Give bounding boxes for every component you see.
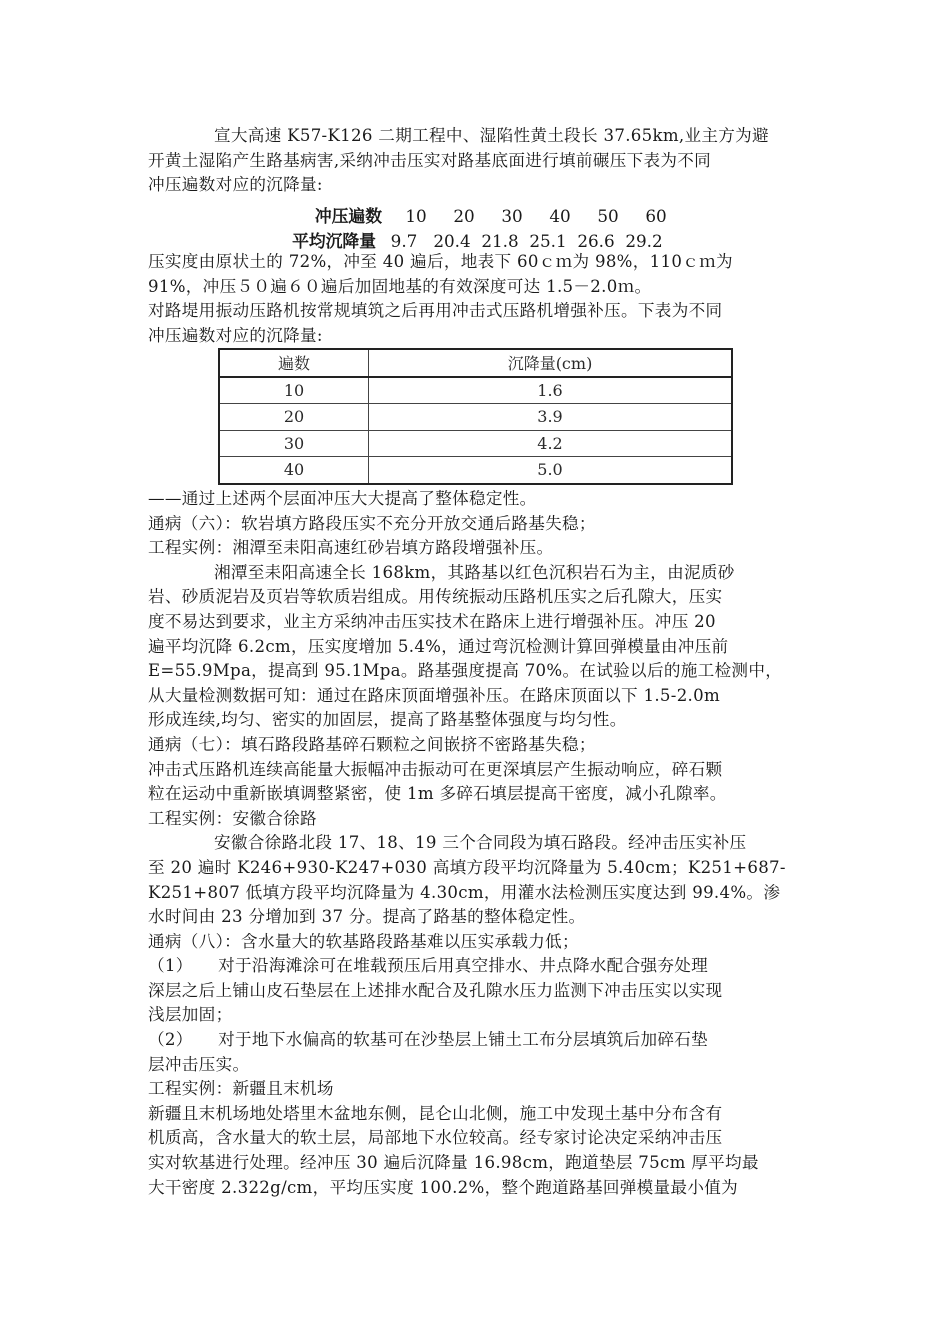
text-line: 工程实例：安徽合徐路 [148, 808, 317, 828]
table-cell: 21.8 [481, 230, 519, 251]
text-line: 岩、砂质泥岩及页岩等软质岩组成。用传统振动压路机压实之后孔隙大，压实 [148, 587, 723, 607]
text-line: 从大量检测数据可知：通过在路床顶面增强补压。在路床顶面以下 1.5-2.0m [148, 685, 721, 705]
text-line: 工程实例：湘潭至耒阳高速红砂岩填方路段增强补压。 [148, 538, 554, 558]
text-line: 粒在运动中重新嵌填调整紧密，使 1m 多碎石填层提高干密度，减小孔隙率。 [148, 784, 727, 804]
row-label: 平均沉降量 [292, 230, 376, 251]
text-line: 形成连续,均匀、密实的加固层，提高了路基整体强度与均匀性。 [148, 710, 627, 730]
text-line: （1） 对于沿海滩涂可在堆载预压后用真空排水、井点降水配合强夯处理 [148, 956, 709, 976]
text-line: 深层之后上铺山皮石垫层在上述排水配合及孔隙水压力监测下冲击压实以实现 [148, 980, 723, 1000]
text-line: 开黄土湿陷产生路基病害,采纳冲击压实对路基底面进行填前碾压下表为不同 [148, 150, 712, 170]
text-line: 遍平均沉降 6.2cm，压实度增加 5.4%，通过弯沉检测计算回弹模量由冲压前 [148, 636, 729, 656]
table-cell: 5.0 [369, 457, 733, 484]
text-line: 安徽合徐路北段 17、18、19 三个合同段为填石路段。经冲击压实补压 [214, 833, 747, 853]
text-line: 水时间由 23 分增加到 37 分。提高了路基的整体稳定性。 [148, 907, 586, 927]
table-row [270, 203, 680, 228]
table-cell: 29.2 [625, 230, 663, 251]
table-row [219, 430, 732, 457]
table-cell: 10 [405, 205, 427, 226]
text-line: 宣大高速 K57-K126 二期工程中、湿陷性黄土段长 37.65km,业主方为避 [214, 126, 769, 145]
table-cell: 30 [219, 430, 369, 457]
table-cell: 9.7 [390, 230, 418, 251]
table-cell: 10 [219, 377, 369, 404]
table-cell: 20.4 [433, 230, 471, 251]
column-header: 遍数 [219, 349, 369, 377]
text-line: 至 20 遍时 K246+930-K247+030 高填方段平均沉降量为 5.40cm；K251+687- [148, 857, 786, 877]
table-cell: 30 [501, 205, 523, 226]
table-row [219, 404, 732, 431]
table-cell: 3.9 [369, 404, 733, 431]
compaction-settlement-table [270, 203, 680, 253]
settlement-table [218, 348, 733, 485]
column-header: 沉降量(cm) [369, 349, 733, 377]
text-line: 工程实例：新疆且末机场 [148, 1079, 334, 1099]
text-line: 浅层加固； [148, 1005, 233, 1025]
row-label: 冲压遍数 [314, 205, 382, 226]
text-line: 湘潭至耒阳高速全长 168km，其路基以红色沉积岩石为主，由泥质砂 [214, 562, 735, 582]
intro-paragraph [148, 124, 808, 198]
table-cell: 20 [453, 205, 475, 226]
text-line: E=55.9Mpa，提高到 95.1Mpa。路基强度提高 70%。在试验以后的施工检测中， [148, 661, 783, 681]
table-cell: 50 [597, 205, 619, 226]
table-cell: 20 [219, 404, 369, 431]
text-line: 冲压遍数对应的沉降量: [148, 325, 323, 345]
text-line: 新疆且末机场地处塔里木盆地东侧，昆仑山北侧，施工中发现土基中分布含有 [148, 1103, 723, 1123]
table-header-row [219, 349, 732, 377]
table-row [219, 457, 732, 484]
text-line: 压实度由原状土的 72%，冲至 40 遍后，地表下 60ｃｍ为 98%，110ｃｍ为 [148, 252, 733, 271]
text-line: （2） 对于地下水偏高的软基可在沙垫层上铺土工布分层填筑后加碎石垫 [148, 1030, 709, 1050]
table-cell: 26.6 [577, 230, 615, 251]
text-line: 对路堤用振动压路机按常规填筑之后再用冲击式压路机增强补压。下表为不同 [148, 301, 723, 321]
text-line: 冲压遍数对应的沉降量: [148, 175, 323, 195]
text-line: 冲击式压路机连续高能量大振幅冲击振动可在更深填层产生振动响应，碎石颗 [148, 759, 723, 779]
table-cell: 25.1 [529, 230, 567, 251]
text-line: 度不易达到要求，业主方采纳冲击压实技术在路床上进行增强补压。冲压 20 [148, 611, 716, 631]
compaction-paragraph [148, 250, 808, 348]
table-cell: 40 [549, 205, 571, 226]
text-line: K251+807 低填方段平均沉降量为 4.30cm，用灌水法检测压实度达到 99.4%。渗 [148, 882, 781, 902]
text-line: 大干密度 2.322g/cm，平均压实度 100.2%，整个跑道路基回弹模量最小值为 [148, 1177, 739, 1197]
text-line: 层冲击压实。 [148, 1054, 250, 1074]
text-line: 91%，冲压５０遍６０遍后加固地基的有效深度可达 1.5－2.0ｍ。 [148, 276, 652, 296]
text-line: 机质高，含水量大的软土层，局部地下水位较高。经专家讨论决定采纳冲击压 [148, 1128, 723, 1148]
body-text [148, 487, 808, 1200]
table-row [219, 377, 732, 404]
table-cell: 4.2 [369, 430, 733, 457]
section-heading: 通病（六）：软岩填方路段压实不充分开放交通后路基失稳； [148, 513, 596, 533]
section-heading: 通病（七）：填石路段路基碎石颗粒之间嵌挤不密路基失稳； [148, 734, 596, 754]
table-cell: 40 [219, 457, 369, 484]
table-cell: 60 [645, 205, 667, 226]
text-line: 实对软基进行处理。经冲压 30 遍后沉降量 16.98cm，跑道垫层 75cm 厚平均最 [148, 1153, 759, 1173]
table-cell: 1.6 [369, 377, 733, 404]
section-heading: 通病（八）：含水量大的软基路段路基难以压实承载力低； [148, 931, 579, 951]
text-line: ——通过上述两个层面冲压大大提高了整体稳定性。 [148, 489, 537, 508]
